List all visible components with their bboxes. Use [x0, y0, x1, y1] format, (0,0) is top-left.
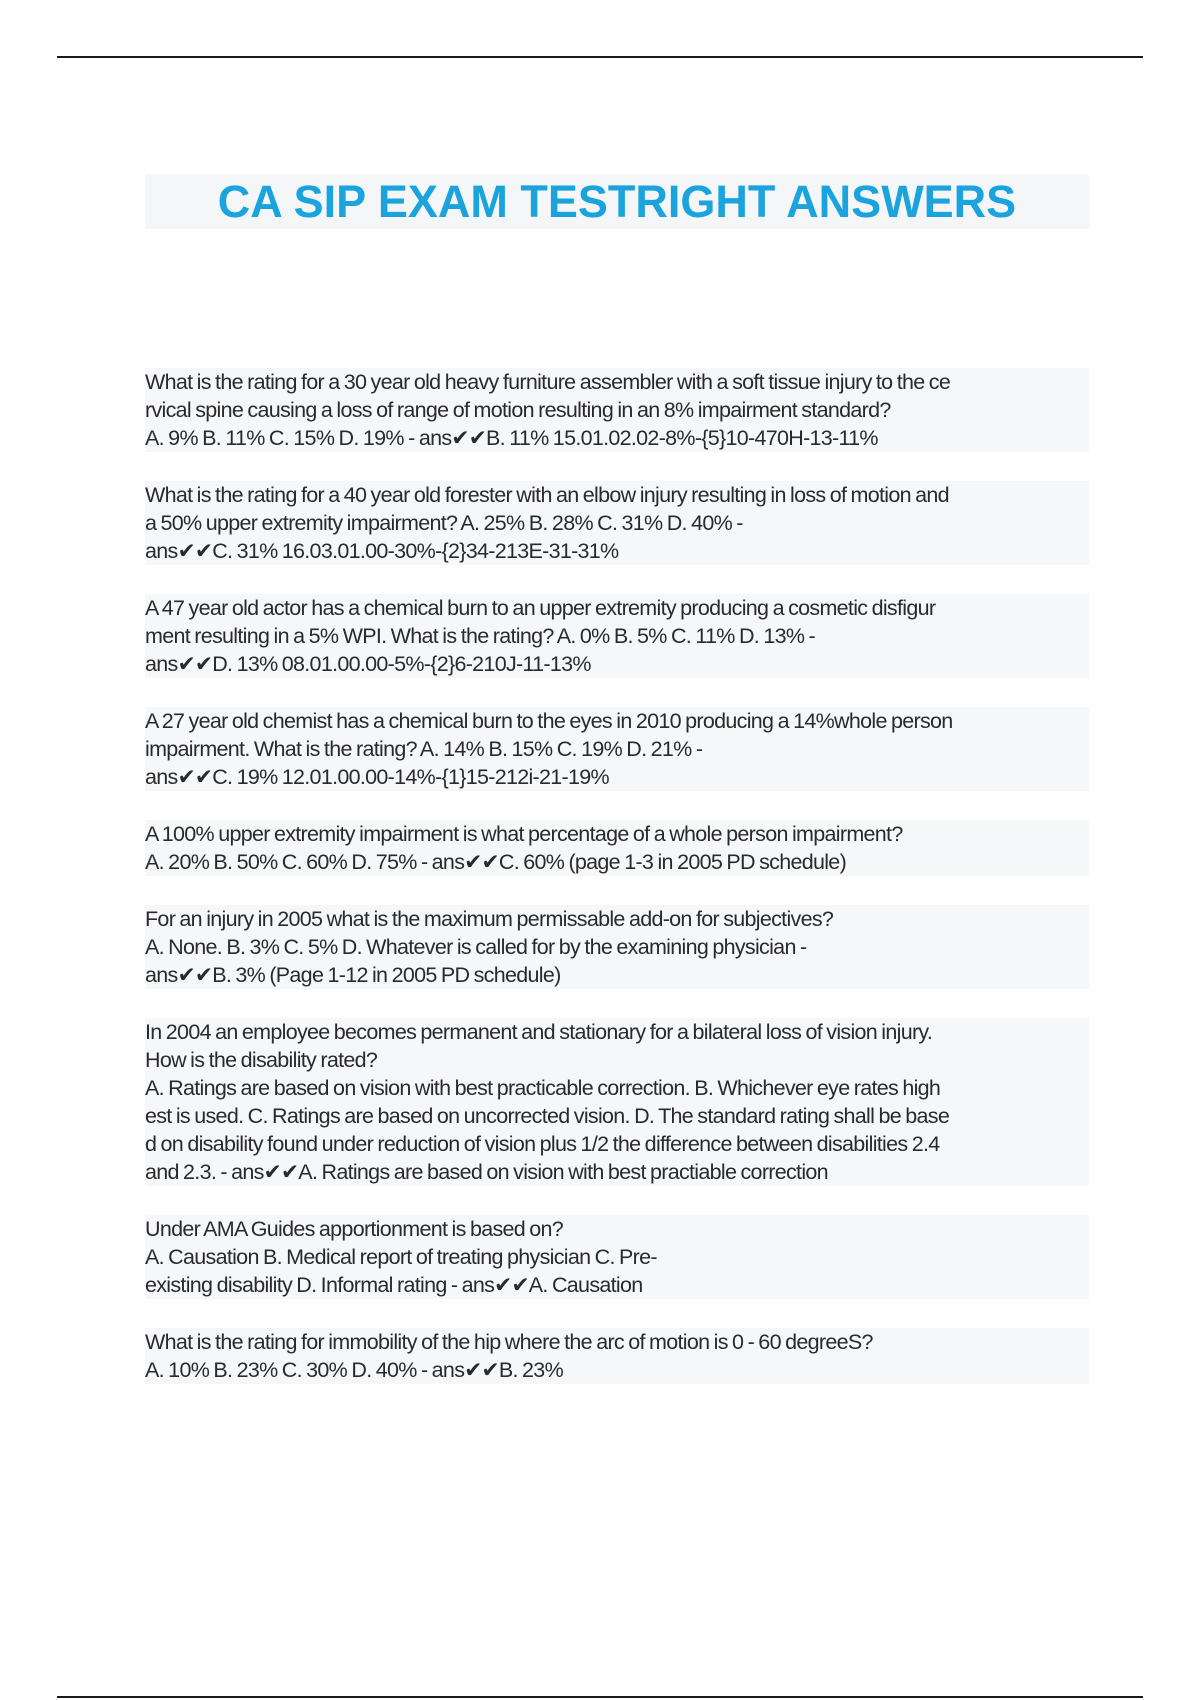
question-text-line: A. 10% B. 23% C. 30% D. 40% - ans✔✔B. 23% [145, 1358, 563, 1382]
question-text-line: ans✔✔C. 31% 16.03.01.00-30%-{2}34-213E-31-31% [145, 539, 619, 563]
question-text-line: d on disability found under reduction of vision plus 1/2 the difference between disabilities 2.4 [145, 1132, 940, 1156]
question-block [145, 368, 1089, 452]
title-banner [145, 174, 1089, 229]
question-text-line: What is the rating for a 40 year old forester with an elbow injury resulting in loss of motion and [145, 483, 949, 507]
question-text-line: A. None. B. 3% C. 5% D. Whatever is called for by the examining physician - [145, 935, 807, 959]
question-text-line: existing disability D. Informal rating - ans✔✔A. Causation [145, 1273, 643, 1297]
question-block [145, 820, 1089, 876]
question-text-line: How is the disability rated? [145, 1048, 378, 1072]
question-text-line: ans✔✔C. 19% 12.01.00.00-14%-{1}15-212i-21-19% [145, 765, 609, 789]
question-text-line: est is used. C. Ratings are based on uncorrected vision. D. The standard rating shall be base [145, 1104, 950, 1128]
bottom-rule [57, 1696, 1143, 1698]
question-block [145, 707, 1089, 791]
question-text-line: A. Causation B. Medical report of treating physician C. Pre- [145, 1245, 657, 1269]
question-block [145, 1215, 1089, 1299]
document-title: CA SIP EXAM TESTRIGHT ANSWERS [217, 176, 1017, 227]
question-text-line: A 47 year old actor has a chemical burn to an upper extremity producing a cosmetic disfigur [145, 596, 936, 620]
question-text-line: rvical spine causing a loss of range of motion resulting in an 8% impairment standard? [145, 398, 891, 422]
question-text-line: A. Ratings are based on vision with best practicable correction. B. Whichever eye rates high [145, 1076, 941, 1100]
question-block [145, 594, 1089, 678]
question-text-line: Under AMA Guides apportionment is based on? [145, 1217, 564, 1241]
question-text-line: and 2.3. - ans✔✔A. Ratings are based on vision with best practiable correction [145, 1160, 828, 1184]
question-text-line: What is the rating for immobility of the hip where the arc of motion is 0 - 60 degreeS? [145, 1330, 873, 1354]
question-block [145, 1018, 1089, 1186]
question-text-line: ans✔✔B. 3% (Page 1-12 in 2005 PD schedule) [145, 963, 561, 987]
question-text-line: In 2004 an employee becomes permanent and stationary for a bilateral loss of vision injury. [145, 1020, 933, 1044]
question-text-line: A 27 year old chemist has a chemical burn to the eyes in 2010 producing a 14%whole person [145, 709, 953, 733]
question-text-line: ment resulting in a 5% WPI. What is the rating? A. 0% B. 5% C. 11% D. 13% - [145, 624, 815, 648]
top-rule [57, 56, 1143, 58]
question-block [145, 1328, 1089, 1384]
question-text-line: a 50% upper extremity impairment? A. 25% B. 28% C. 31% D. 40% - [145, 511, 743, 535]
question-text-line: What is the rating for a 30 year old heavy furniture assembler with a soft tissue injury to the ce [145, 370, 951, 394]
question-text-line: A 100% upper extremity impairment is what percentage of a whole person impairment? [145, 822, 903, 846]
question-text-line: ans✔✔D. 13% 08.01.00.00-5%-{2}6-210J-11-13% [145, 652, 591, 676]
question-list [145, 368, 1089, 1413]
question-block [145, 481, 1089, 565]
question-text-line: A. 9% B. 11% C. 15% D. 19% - ans✔✔B. 11% 15.01.02.02-8%-{5}10-470H-13-11% [145, 426, 878, 450]
question-text-line: A. 20% B. 50% C. 60% D. 75% - ans✔✔C. 60% (page 1-3 in 2005 PD schedule) [145, 850, 847, 874]
question-block [145, 905, 1089, 989]
question-text-line: For an injury in 2005 what is the maximum permissable add-on for subjectives? [145, 907, 834, 931]
question-text-line: impairment. What is the rating? A. 14% B. 15% C. 19% D. 21% - [145, 737, 703, 761]
